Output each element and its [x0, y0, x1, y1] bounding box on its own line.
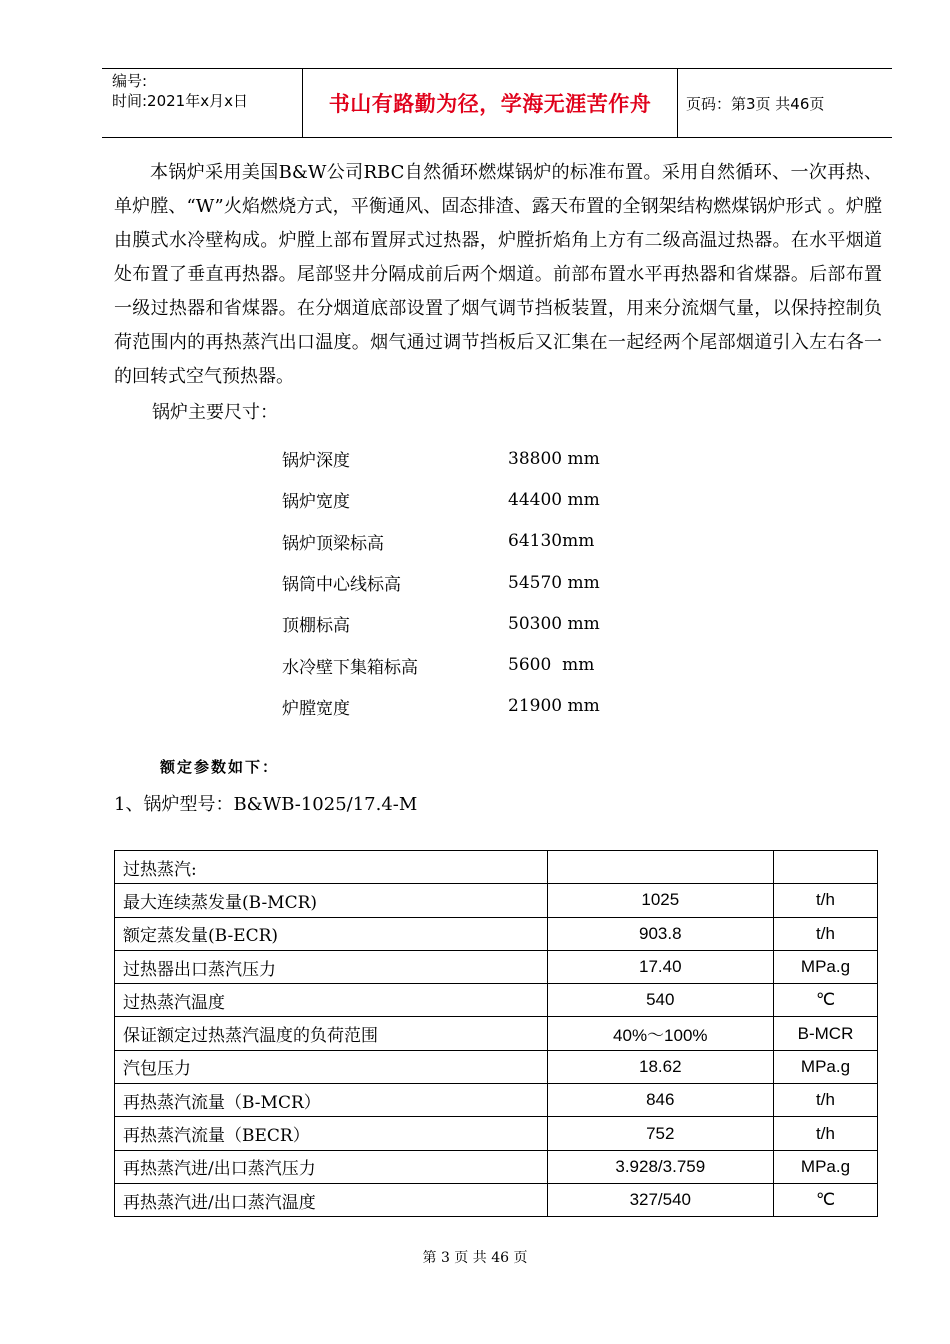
table-row	[115, 851, 878, 884]
boiler-model-line: 1、锅炉型号：B&WB-1025/17.4-M	[114, 794, 418, 815]
dimension-name: 炉膛宽度	[282, 698, 350, 719]
dimension-value: 44400 mm	[508, 489, 600, 510]
param-value: 18.62	[547, 1050, 773, 1083]
dimension-value: 64130mm	[508, 531, 595, 552]
param-unit: ℃	[774, 984, 878, 1017]
param-name: 汽包压力	[115, 1050, 548, 1083]
param-unit: ℃	[774, 1183, 878, 1216]
param-unit: t/h	[774, 1084, 878, 1117]
number-label: 编号:	[112, 72, 148, 90]
header-motto: 书山有路勤为径，学海无涯苦作舟	[302, 69, 678, 137]
param-value: 1025	[547, 884, 773, 917]
param-name: 保证额定过热蒸汽温度的负荷范围	[115, 1017, 548, 1050]
param-name: 再热蒸汽流量（B-MCR）	[115, 1084, 548, 1117]
param-unit: B-MCR	[774, 1017, 878, 1050]
header-meta	[102, 69, 302, 137]
dimension-name: 锅炉深度	[282, 451, 350, 472]
table-row	[115, 1017, 878, 1050]
param-name: 再热蒸汽流量（BECR）	[115, 1117, 548, 1150]
header-page-info: 页码：第3页 共46页	[686, 94, 825, 113]
param-unit: MPa.g	[774, 1150, 878, 1183]
dimension-value: 21900 mm	[508, 696, 600, 717]
dimension-row	[282, 438, 600, 479]
param-value: 17.40	[547, 950, 773, 983]
dimension-value: 50300 mm	[508, 613, 600, 634]
param-unit: t/h	[774, 884, 878, 917]
table-row	[115, 1150, 878, 1183]
dimension-name: 锅筒中心线标高	[282, 575, 401, 596]
rated-params-title: 额定参数如下：	[160, 758, 280, 776]
param-value: 903.8	[547, 917, 773, 950]
table-row	[115, 884, 878, 917]
dimension-name: 锅炉顶梁标高	[282, 533, 384, 554]
param-value: 40%～100%	[547, 1017, 773, 1050]
dimension-value: 38800 mm	[508, 448, 600, 469]
table-row	[115, 950, 878, 983]
param-name: 过热蒸汽温度	[115, 984, 548, 1017]
page-footer: 第 3 页 共 46 页	[422, 1250, 528, 1266]
dimension-name: 顶棚标高	[282, 616, 350, 637]
param-name: 过热蒸汽:	[115, 851, 548, 884]
dimension-row	[282, 562, 600, 603]
dimension-row	[282, 479, 600, 520]
param-unit	[774, 851, 878, 884]
dimension-row	[282, 686, 600, 727]
param-unit: t/h	[774, 917, 878, 950]
param-value: 327/540	[547, 1183, 773, 1216]
dimension-value: 54570 mm	[508, 572, 600, 593]
param-name: 最大连续蒸发量(B-MCR)	[115, 884, 548, 917]
param-value: 752	[547, 1117, 773, 1150]
param-name: 再热蒸汽进/出口蒸汽压力	[115, 1150, 548, 1183]
dimension-name: 锅炉宽度	[282, 492, 350, 513]
param-unit: t/h	[774, 1117, 878, 1150]
param-name: 过热器出口蒸汽压力	[115, 950, 548, 983]
param-value: 3.928/3.759	[547, 1150, 773, 1183]
dimensions-list	[282, 438, 600, 727]
date-label: 时间:2021年x月x日	[112, 92, 248, 110]
dimension-row	[282, 603, 600, 644]
dimensions-title: 锅炉主要尺寸：	[152, 402, 278, 423]
param-value: 846	[547, 1084, 773, 1117]
param-unit: MPa.g	[774, 950, 878, 983]
table-row	[115, 917, 878, 950]
table-row	[115, 1117, 878, 1150]
param-name: 额定蒸发量(B-ECR)	[115, 917, 548, 950]
dimension-row	[282, 644, 600, 685]
table-row	[115, 1183, 878, 1216]
table-row	[115, 984, 878, 1017]
param-name: 再热蒸汽进/出口蒸汽温度	[115, 1183, 548, 1216]
param-unit: MPa.g	[774, 1050, 878, 1083]
dimension-value: 5600 mm	[508, 655, 595, 676]
table-row	[115, 1084, 878, 1117]
dimension-name: 水冷壁下集箱标高	[282, 657, 418, 678]
table-row	[115, 1050, 878, 1083]
page-header	[102, 68, 892, 138]
param-value	[547, 851, 773, 884]
dimension-row	[282, 521, 600, 562]
param-value: 540	[547, 984, 773, 1017]
intro-paragraph: 本锅炉采用美国B&W公司RBC自然循环燃煤锅炉的标准布置。采用自然循环、一次再热、单炉膛、“W”火焰燃烧方式，平衡通风、固态排渣、露天布置的全钢架结构燃煤锅炉形式 。炉膛由膜式水冷壁构成。炉膛上部布置屏式过热器，炉膛折焰角上方有二级高温过热器。在水平烟道处布置了垂直再热器。尾部竖井分隔成前后两个烟道。前部布置水平再热器和省煤器。后部布置一级过热器和省煤器。在分烟道底部设置了烟气调节挡板装置，用来分流烟气量，以保持控制负荷范围内的再热蒸汽出口温度。烟气通过调节挡板后又汇集在一起经两个尾部烟道引入左右各一的回转式空气预热器。	[114, 162, 882, 387]
params-table	[114, 850, 878, 1217]
